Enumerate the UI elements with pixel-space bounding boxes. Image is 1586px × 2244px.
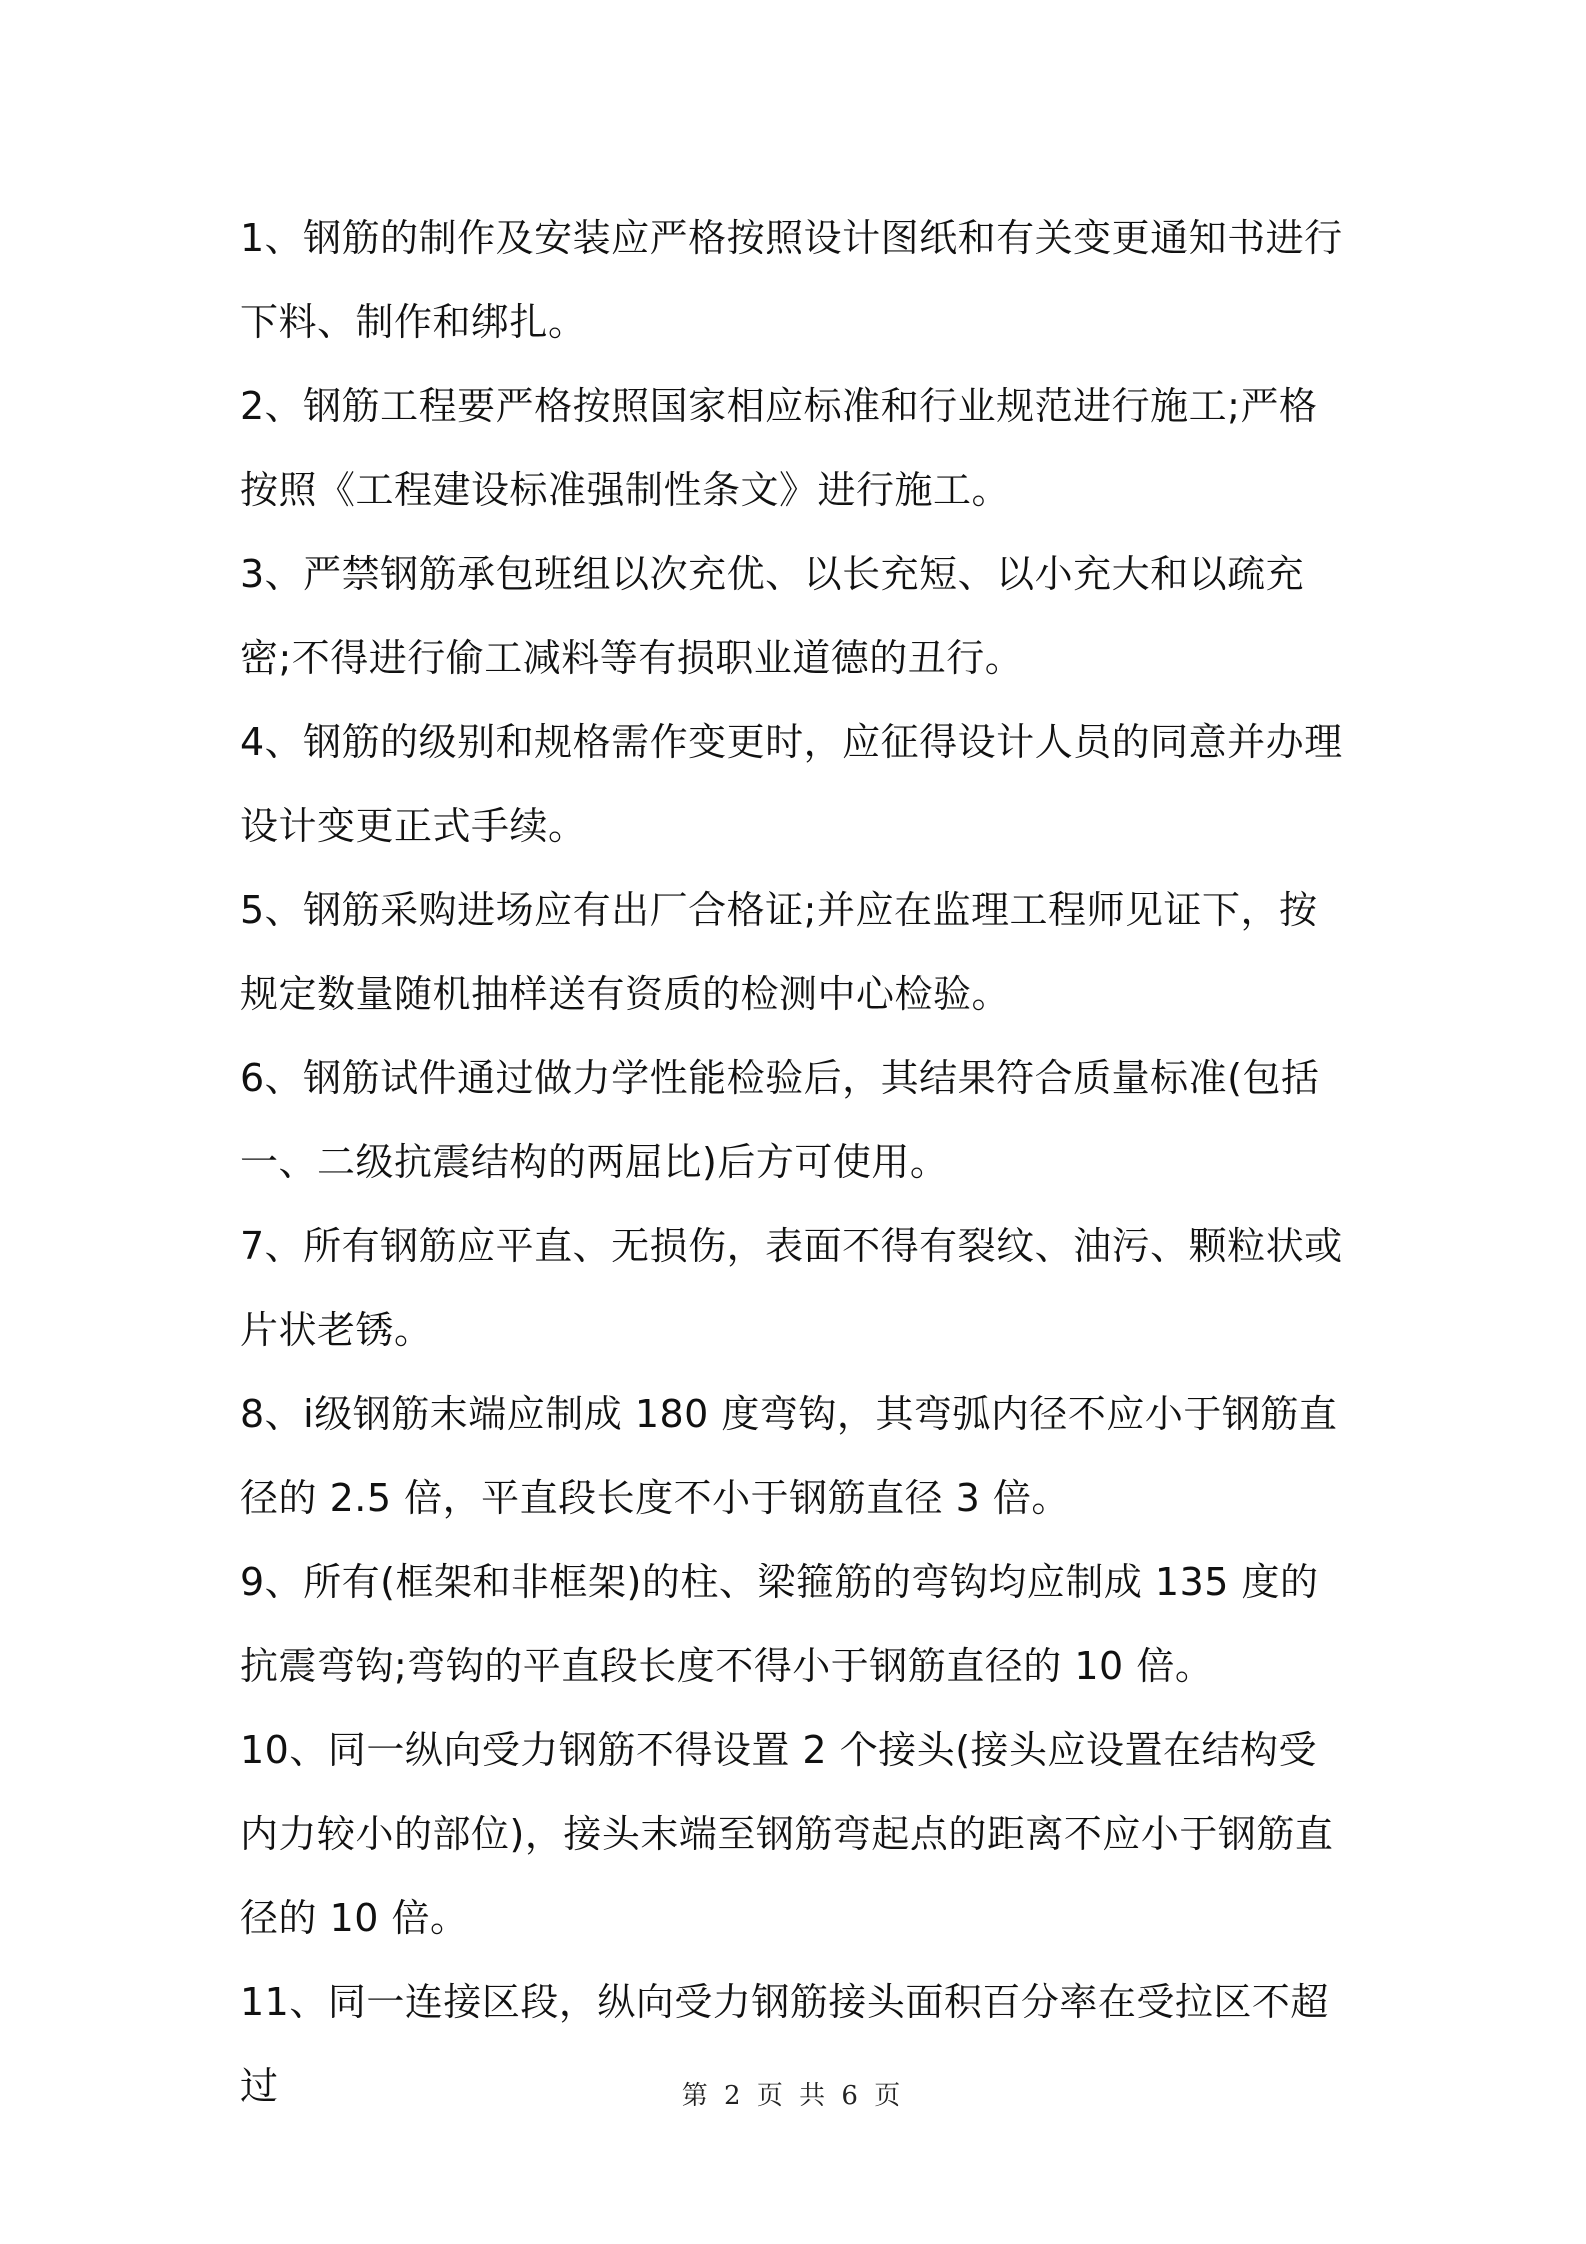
paragraph-3: 3、严禁钢筋承包班组以次充优、以长充短、以小充大和以疏充密;不得进行偷工减料等有损职业道德的丑行。 — [240, 552, 1305, 680]
paragraph-2: 2、钢筋工程要严格按照国家相应标准和行业规范进行施工;严格按照《工程建设标准强制性条文》进行施工。 — [240, 384, 1318, 512]
document-body — [240, 196, 1350, 2128]
paragraph-5: 5、钢筋采购进场应有出厂合格证;并应在监理工程师见证下，按规定数量随机抽样送有资质的检测中心检验。 — [240, 888, 1318, 1016]
paragraph-11: 11、同一连接区段，纵向受力钢筋接头面积百分率在受拉区不超过 — [240, 1980, 1329, 2108]
paragraph-4: 4、钢筋的级别和规格需作变更时，应征得设计人员的同意并办理设计变更正式手续。 — [240, 720, 1343, 848]
paragraph-8: 8、ⅰ级钢筋末端应制成 180 度弯钩，其弯弧内径不应小于钢筋直径的 2.5 倍，平直段长度不小于钢筋直径 3 倍。 — [240, 1392, 1338, 1520]
paragraph-1: 1、钢筋的制作及安装应严格按照设计图纸和有关变更通知书进行下料、制作和绑扎。 — [240, 216, 1343, 344]
paragraph-7: 7、所有钢筋应平直、无损伤，表面不得有裂纹、油污、颗粒状或片状老锈。 — [240, 1224, 1343, 1352]
paragraph-10: 10、同一纵向受力钢筋不得设置 2 个接头(接头应设置在结构受内力较小的部位)，接头末端至钢筋弯起点的距离不应小于钢筋直径的 10 倍。 — [240, 1728, 1334, 1940]
page-number-footer: 第 2 页 共 6 页 — [681, 2081, 905, 2111]
paragraph-9: 9、所有(框架和非框架)的柱、梁箍筋的弯钩均应制成 135 度的抗震弯钩;弯钩的平直段长度不得小于钢筋直径的 10 倍。 — [240, 1560, 1319, 1688]
paragraph-6: 6、钢筋试件通过做力学性能检验后，其结果符合质量标准(包括一、二级抗震结构的两屈比)后方可使用。 — [240, 1056, 1320, 1184]
